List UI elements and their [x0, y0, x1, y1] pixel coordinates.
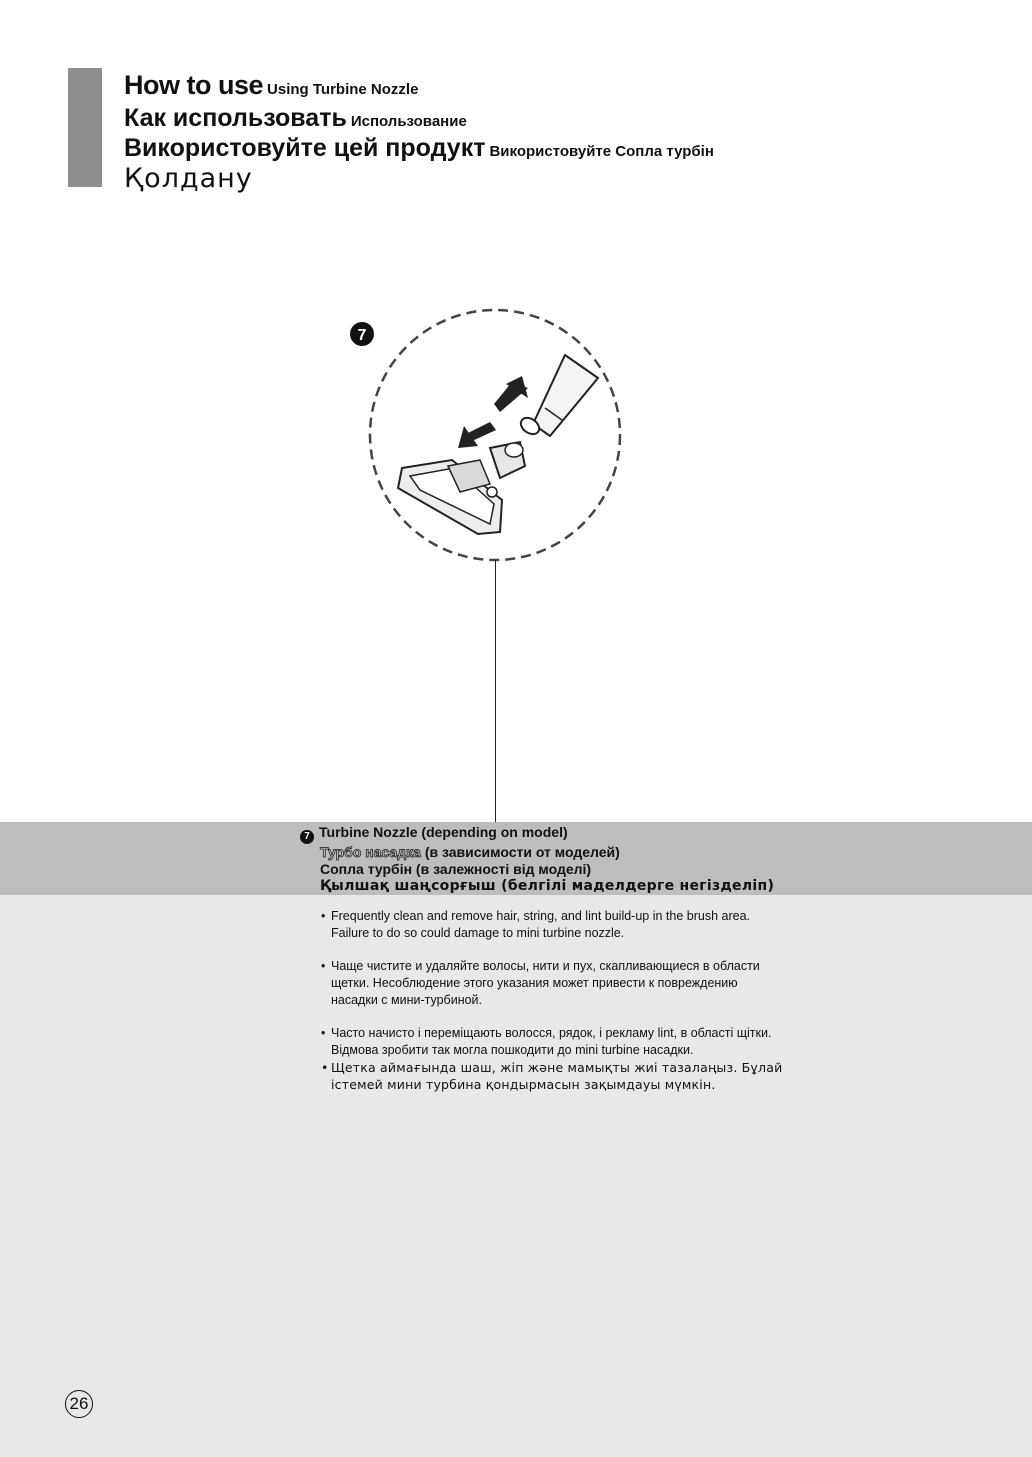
note-uk-line-1: • Часто начисто і переміщають волосся, рядок, і рекламу lint, в області щітки.	[331, 1026, 772, 1040]
subtitle-en: Using Turbine Nozzle	[267, 81, 419, 98]
note-uk	[321, 1025, 782, 1059]
caption-en-row	[300, 824, 774, 844]
note-ru	[321, 958, 782, 1009]
note-ru-line-1: • Чаще чистите и удаляйте волосы, нити и пух, скапливающиеся в области	[331, 959, 760, 973]
title-kk-row	[124, 165, 714, 193]
extension-pipe-graphic	[518, 355, 598, 437]
note-en	[321, 908, 782, 942]
caption-kk: Қылшақ шаңсорғыш (белгілі маделдерге негізделіп)	[320, 878, 775, 894]
note-kk-line-2: істемей мини турбина қондырмасын зақымдауы мүмкін.	[331, 1077, 716, 1092]
note-kk-line-1: • Щетка аймағында шаш, жіп және мамықты жиі тазалаңыз. Бұлай	[331, 1060, 783, 1075]
title-uk-row	[124, 135, 714, 165]
title-ru-row	[124, 105, 714, 135]
title-uk: Використовуйте цей продукт	[124, 134, 486, 162]
note-en-line-1: • Frequently clean and remove hair, string, and lint build-up in the brush area.	[331, 909, 750, 923]
note-en-line-2: Failure to do so could damage to mini turbine nozzle.	[331, 926, 625, 940]
note-ru-line-3: насадки с мини-турбиной.	[331, 993, 483, 1007]
caption-kk-row	[300, 878, 774, 895]
caption-step-badge: 7	[300, 830, 314, 844]
caption-ru-rest: (в зависимости от моделей)	[424, 844, 620, 860]
title-en: How to use	[124, 70, 264, 100]
caption-uk: Сопла турбін (в залежності від моделі)	[320, 861, 592, 877]
caption-en: Turbine Nozzle (depending on model)	[319, 824, 568, 840]
note-ru-line-2: щетки. Несоблюдение этого указания может привести к повреждению	[331, 976, 738, 990]
notes-list	[321, 908, 782, 1093]
down-arrow-icon	[458, 422, 496, 448]
caption-text	[300, 824, 774, 895]
caption-uk-row	[300, 861, 774, 878]
page-number: 26	[65, 1390, 93, 1418]
title-kk: Қолдану	[124, 163, 253, 194]
title-accent-bar	[68, 68, 102, 187]
turbine-nozzle-graphic	[398, 442, 525, 534]
page-title	[124, 70, 714, 193]
title-ru: Как использовать	[124, 104, 347, 132]
caption-ru-outline: Турбо насадка	[320, 844, 421, 860]
callout-leader-line	[495, 560, 496, 822]
step-badge-number: 7	[357, 327, 367, 344]
subtitle-ru: Использование	[350, 113, 467, 130]
turbine-nozzle-illustration	[340, 300, 640, 580]
title-en-row	[124, 70, 714, 105]
subtitle-uk: Використовуйте Сопла турбін	[489, 143, 714, 160]
up-arrow-icon	[494, 376, 528, 412]
caption-ru-row	[300, 844, 774, 861]
note-uk-line-2: Відмова зробити так могла пошкодити до mini turbine насадки.	[331, 1043, 694, 1057]
note-kk	[321, 1059, 782, 1093]
